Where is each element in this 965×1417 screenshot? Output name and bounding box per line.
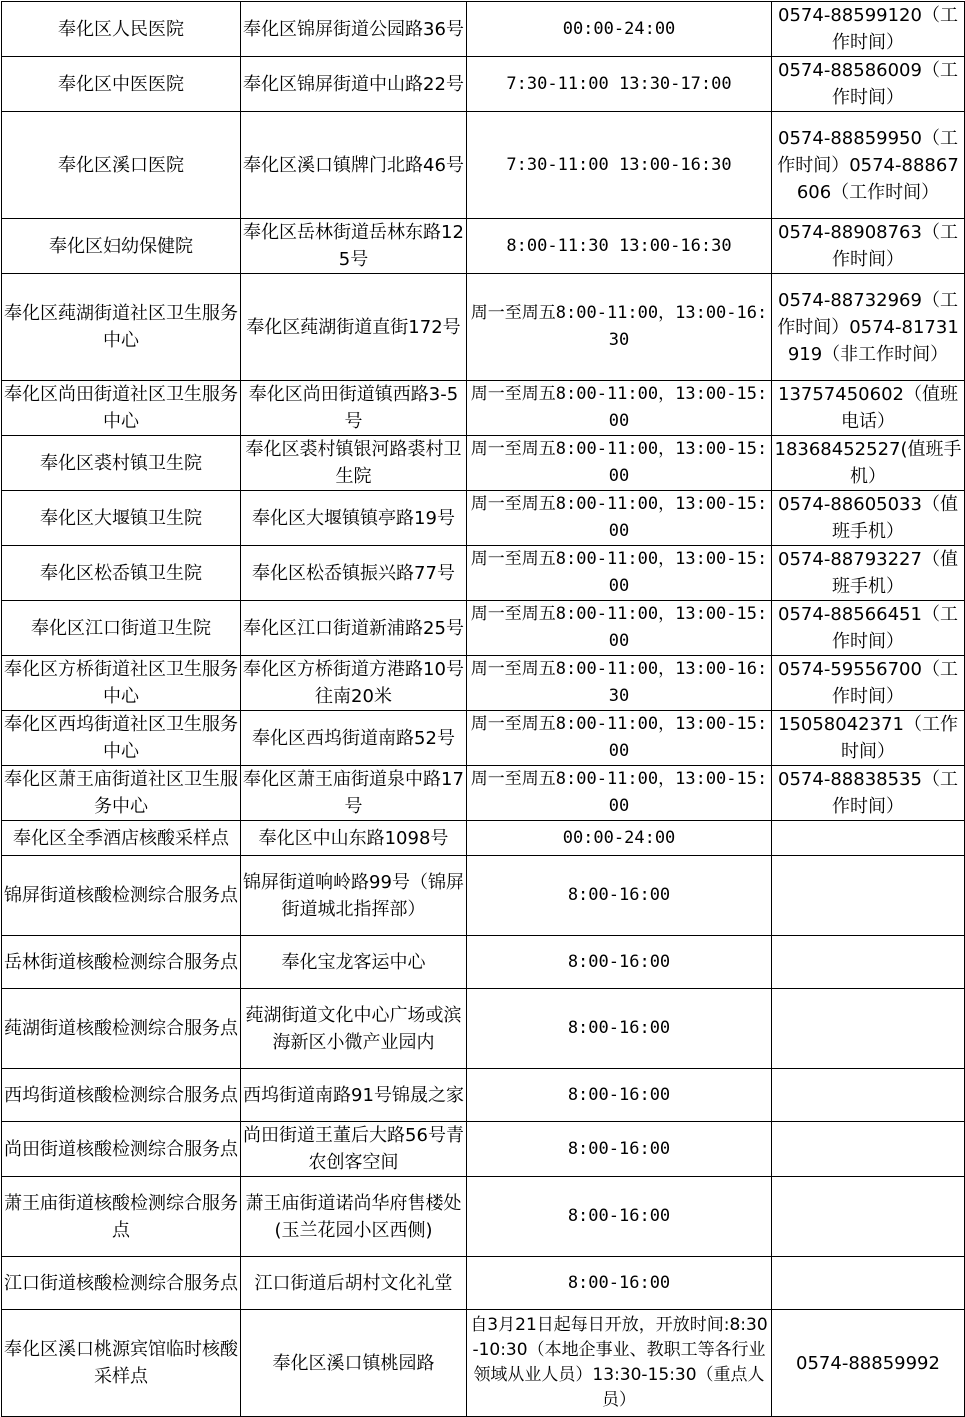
site-name-cell: 奉化区中医医院 — [2, 57, 241, 112]
site-hours-cell: 周一至周五8:00-11:00，13:00-15:00 — [467, 381, 772, 436]
site-address-cell: 莼湖街道文化中心广场或滨海新区小微产业园内 — [241, 989, 467, 1069]
table-row — [2, 856, 965, 936]
site-phone-cell: 0574-88599120（工作时间） — [772, 2, 965, 57]
site-hours-cell: 8:00-16:00 — [467, 1257, 772, 1310]
site-phone-cell — [772, 1257, 965, 1310]
site-address-cell: 奉化区西坞街道南路52号 — [241, 711, 467, 766]
site-phone-cell: 0574-88859992 — [772, 1310, 965, 1417]
site-phone-cell: 0574-88859950（工作时间）0574-88867606（工作时间） — [772, 112, 965, 219]
site-name-cell: 奉化区江口街道卫生院 — [2, 601, 241, 656]
site-name-cell: 尚田街道核酸检测综合服务点 — [2, 1122, 241, 1177]
site-address-cell: 奉化区溪口镇桃园路 — [241, 1310, 467, 1417]
site-name-cell: 岳林街道核酸检测综合服务点 — [2, 936, 241, 989]
site-phone-cell: 13757450602（值班电话） — [772, 381, 965, 436]
site-name-cell: 奉化区溪口医院 — [2, 112, 241, 219]
site-hours-cell: 周一至周五8:00-11:00，13:00-16:30 — [467, 656, 772, 711]
table-row — [2, 821, 965, 856]
table-row — [2, 274, 965, 381]
table-row — [2, 436, 965, 491]
site-hours-cell: 周一至周五8:00-11:00，13:00-15:00 — [467, 601, 772, 656]
testing-sites-table — [1, 1, 965, 1417]
site-address-cell: 奉化区方桥街道方港路10号往南20米 — [241, 656, 467, 711]
site-address-cell: 萧王庙街道诺尚华府售楼处(玉兰花园小区西侧) — [241, 1177, 467, 1257]
site-name-cell: 奉化区全季酒店核酸采样点 — [2, 821, 241, 856]
site-hours-cell: 周一至周五8:00-11:00，13:00-15:00 — [467, 491, 772, 546]
table-row — [2, 711, 965, 766]
site-name-cell: 江口街道核酸检测综合服务点 — [2, 1257, 241, 1310]
site-name-cell: 奉化区妇幼保健院 — [2, 219, 241, 274]
table-row — [2, 219, 965, 274]
site-name-cell: 奉化区人民医院 — [2, 2, 241, 57]
site-phone-cell: 0574-88605033（值班手机） — [772, 491, 965, 546]
site-hours-cell: 8:00-16:00 — [467, 936, 772, 989]
table-row — [2, 112, 965, 219]
site-name-cell: 锦屏街道核酸检测综合服务点 — [2, 856, 241, 936]
table-row — [2, 1310, 965, 1417]
site-address-cell: 奉化区锦屏街道中山路22号 — [241, 57, 467, 112]
site-address-cell: 尚田街道王董后大路56号青农创客空间 — [241, 1122, 467, 1177]
table-row — [2, 546, 965, 601]
site-name-cell: 奉化区尚田街道社区卫生服务中心 — [2, 381, 241, 436]
site-address-cell: 奉化区岳林街道岳林东路125号 — [241, 219, 467, 274]
site-phone-cell: 0574-88732969（工作时间）0574-81731919（非工作时间） — [772, 274, 965, 381]
site-hours-cell: 8:00-16:00 — [467, 856, 772, 936]
site-hours-cell: 8:00-16:00 — [467, 1177, 772, 1257]
site-name-cell: 奉化区裘村镇卫生院 — [2, 436, 241, 491]
site-phone-cell — [772, 821, 965, 856]
site-name-cell: 萧王庙街道核酸检测综合服务点 — [2, 1177, 241, 1257]
site-phone-cell — [772, 1122, 965, 1177]
site-name-cell: 奉化区松岙镇卫生院 — [2, 546, 241, 601]
site-phone-cell: 0574-88838535（工作时间） — [772, 766, 965, 821]
site-phone-cell: 18368452527(值班手机） — [772, 436, 965, 491]
site-address-cell: 江口街道后胡村文化礼堂 — [241, 1257, 467, 1310]
site-hours-cell: 8:00-16:00 — [467, 989, 772, 1069]
site-phone-cell — [772, 1069, 965, 1122]
site-phone-cell — [772, 936, 965, 989]
site-phone-cell — [772, 856, 965, 936]
table-row — [2, 1177, 965, 1257]
site-phone-cell: 0574-88566451（工作时间） — [772, 601, 965, 656]
site-hours-cell: 周一至周五8:00-11:00，13:00-15:00 — [467, 546, 772, 601]
site-address-cell: 西坞街道南路91号锦晟之家 — [241, 1069, 467, 1122]
table-row — [2, 1257, 965, 1310]
site-address-cell: 奉化区尚田街道镇西路3-5号 — [241, 381, 467, 436]
site-address-cell: 奉化区松岙镇振兴路77号 — [241, 546, 467, 601]
site-phone-cell: 0574-59556700（工作时间） — [772, 656, 965, 711]
site-name-cell: 西坞街道核酸检测综合服务点 — [2, 1069, 241, 1122]
table-row — [2, 601, 965, 656]
site-address-cell: 奉化区江口街道新浦路25号 — [241, 601, 467, 656]
site-hours-cell: 7:30-11:00 13:00-16:30 — [467, 112, 772, 219]
site-address-cell: 奉化宝龙客运中心 — [241, 936, 467, 989]
site-hours-cell: 00:00-24:00 — [467, 821, 772, 856]
site-address-cell: 锦屏街道响岭路99号（锦屏街道城北指挥部） — [241, 856, 467, 936]
site-name-cell: 奉化区莼湖街道社区卫生服务中心 — [2, 274, 241, 381]
table-row — [2, 989, 965, 1069]
table-row — [2, 491, 965, 546]
site-hours-cell: 周一至周五8:00-11:00，13:00-15:00 — [467, 711, 772, 766]
site-phone-cell: 0574-88793227（值班手机） — [772, 546, 965, 601]
table-row — [2, 766, 965, 821]
site-address-cell: 奉化区大堰镇镇亭路19号 — [241, 491, 467, 546]
site-address-cell: 奉化区萧王庙街道泉中路17号 — [241, 766, 467, 821]
site-name-cell: 奉化区萧王庙街道社区卫生服务中心 — [2, 766, 241, 821]
site-address-cell: 奉化区莼湖街道直街172号 — [241, 274, 467, 381]
site-hours-cell: 8:00-16:00 — [467, 1069, 772, 1122]
site-address-cell: 奉化区中山东路1098号 — [241, 821, 467, 856]
site-hours-cell: 周一至周五8:00-11:00，13:00-15:00 — [467, 436, 772, 491]
table-row — [2, 381, 965, 436]
site-hours-cell: 8:00-11:30 13:00-16:30 — [467, 219, 772, 274]
site-phone-cell: 0574-88586009（工作时间） — [772, 57, 965, 112]
site-hours-cell: 周一至周五8:00-11:00，13:00-15:00 — [467, 766, 772, 821]
table-row — [2, 1069, 965, 1122]
site-name-cell: 奉化区方桥街道社区卫生服务中心 — [2, 656, 241, 711]
table-row — [2, 57, 965, 112]
site-name-cell: 奉化区西坞街道社区卫生服务中心 — [2, 711, 241, 766]
site-hours-cell: 7:30-11:00 13:30-17:00 — [467, 57, 772, 112]
table-row — [2, 936, 965, 989]
table-row — [2, 656, 965, 711]
site-hours-cell: 00:00-24:00 — [467, 2, 772, 57]
site-phone-cell — [772, 989, 965, 1069]
site-address-cell: 奉化区锦屏街道公园路36号 — [241, 2, 467, 57]
site-phone-cell — [772, 1177, 965, 1257]
table-row — [2, 2, 965, 57]
site-name-cell: 奉化区大堰镇卫生院 — [2, 491, 241, 546]
table-row — [2, 1122, 965, 1177]
site-hours-cell: 自3月21日起每日开放，开放时间:8:30-10:30（本地企事业、教职工等各行业领域从业人员）13:30-15:30（重点人员） — [467, 1310, 772, 1417]
table-body — [2, 2, 965, 1417]
site-phone-cell: 15058042371（工作时间） — [772, 711, 965, 766]
site-hours-cell: 8:00-16:00 — [467, 1122, 772, 1177]
site-address-cell: 奉化区溪口镇牌门北路46号 — [241, 112, 467, 219]
site-address-cell: 奉化区裘村镇银河路裘村卫生院 — [241, 436, 467, 491]
site-name-cell: 奉化区溪口桃源宾馆临时核酸采样点 — [2, 1310, 241, 1417]
site-hours-cell: 周一至周五8:00-11:00，13:00-16:30 — [467, 274, 772, 381]
site-phone-cell: 0574-88908763（工作时间） — [772, 219, 965, 274]
site-name-cell: 莼湖街道核酸检测综合服务点 — [2, 989, 241, 1069]
